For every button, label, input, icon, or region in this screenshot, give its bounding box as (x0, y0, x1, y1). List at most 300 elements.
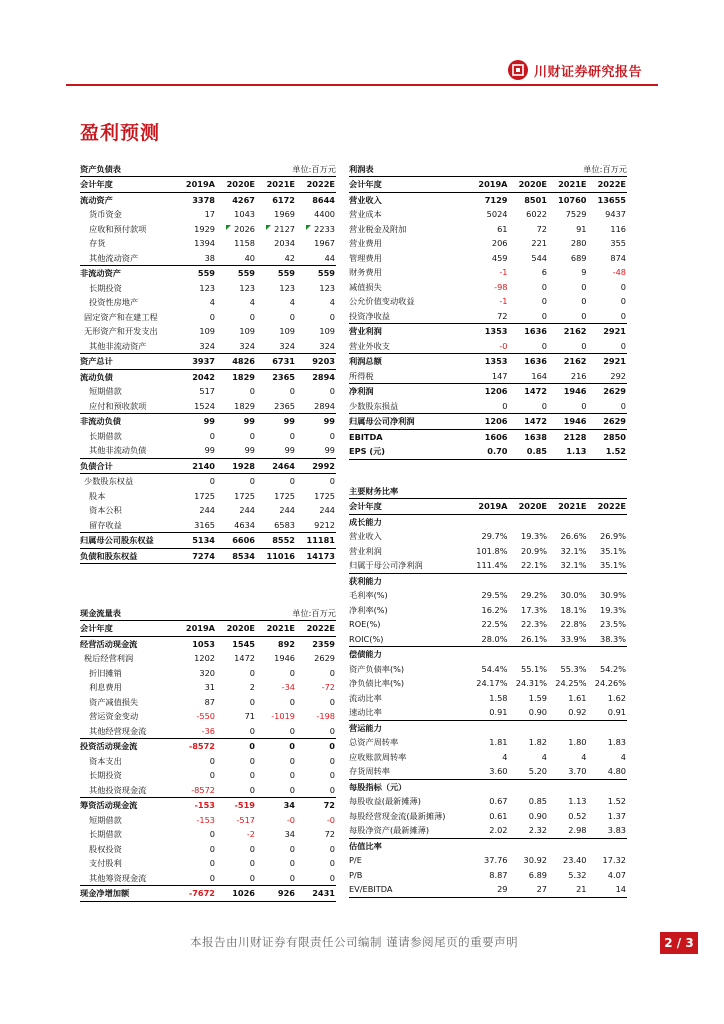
table-title: 资产负债表 (80, 164, 121, 174)
cell-value: 1472 (524, 386, 547, 396)
row-label: 利息费用 (89, 682, 122, 692)
cell-value: 1636 (524, 326, 547, 336)
cell-value: 27 (509, 882, 549, 897)
row-label: 营业利润 (349, 326, 382, 336)
cell-value: 24.31% (515, 678, 547, 688)
cell-value: 0 (509, 309, 549, 324)
column-header: 2022E (296, 621, 336, 636)
table-title: 现金流量表 (80, 608, 121, 618)
table-row (349, 529, 627, 544)
row-label: 每股收益(最新摊薄) (349, 796, 421, 806)
cell-value: 0 (548, 399, 588, 414)
table-row (80, 222, 336, 237)
cell-value (469, 514, 509, 529)
row-label: 现金净增加额 (80, 886, 176, 902)
table-row (349, 735, 627, 750)
cell-value: -2 (246, 829, 255, 839)
table-row (80, 813, 336, 828)
table-row (80, 281, 336, 296)
table-title-bar (349, 162, 627, 177)
row-label: 归属于母公司净利润 (349, 558, 469, 573)
cell-value (548, 514, 588, 529)
table-row (80, 871, 336, 886)
table-row (349, 573, 627, 588)
cell-value: 1206 (469, 414, 509, 430)
cell-value: -198 (316, 711, 335, 721)
cell-value: 2162 (563, 356, 587, 366)
row-label: 资产减值损失 (89, 696, 139, 707)
cell-value: 99 (203, 416, 215, 426)
column-header-row (80, 621, 336, 636)
cell-value: 0.90 (528, 810, 547, 821)
cell-value: 0 (588, 309, 628, 324)
cell-value: 1829 (232, 371, 255, 382)
cell-value: 324 (216, 339, 256, 354)
cell-value: 0 (249, 311, 255, 322)
cell-value: 216 (548, 369, 588, 384)
row-label: 其他筹资现金流 (80, 871, 176, 886)
table-row (80, 651, 336, 666)
cell-value: 2921 (603, 356, 626, 366)
cell-value: 2629 (588, 414, 628, 430)
column-header-row (80, 177, 336, 192)
cell-value: 99 (176, 443, 216, 458)
column-header: 2021E (548, 177, 588, 192)
cell-value: 1725 (234, 490, 255, 501)
table-title-bar (80, 606, 336, 621)
table-row (80, 842, 336, 857)
table-row (80, 429, 336, 444)
cell-value: 164 (509, 369, 549, 384)
table-row (349, 309, 627, 324)
cell-value: 0.90 (509, 705, 549, 720)
row-label: 营业费用 (349, 238, 382, 248)
table-row (80, 266, 336, 281)
cell-value: 0 (620, 296, 626, 306)
cell-value: 55.3% (560, 663, 587, 674)
cell-value (509, 647, 549, 662)
row-label: 营运能力 (349, 722, 382, 733)
table-row (80, 533, 336, 549)
cell-value: 4 (249, 297, 255, 307)
cell-value: -1 (499, 267, 508, 277)
cell-value: 1967 (314, 238, 335, 248)
cell-value: -0 (469, 339, 509, 354)
cell-value: 24.17% (476, 678, 508, 688)
table-row (80, 251, 336, 266)
cell-value: 0 (249, 667, 255, 678)
cell-value: 0 (329, 858, 335, 868)
cell-value: -98 (494, 281, 508, 292)
cell-value: 33.9% (548, 632, 588, 647)
cell-value: 0 (289, 430, 295, 441)
cell-value (509, 838, 549, 853)
report-header (508, 58, 642, 82)
cell-value: 0 (209, 430, 215, 441)
cell-value: 31 (204, 682, 215, 692)
table-row (349, 794, 627, 809)
cell-value: 1946 (563, 386, 587, 396)
row-label: 获利能力 (349, 575, 382, 586)
cell-value: 0 (329, 696, 335, 707)
cell-value: -8572 (188, 741, 215, 751)
cell-value: 0 (209, 770, 215, 780)
column-header: 2019A (176, 177, 216, 192)
cell-value: 7274 (176, 548, 216, 564)
cell-value: -153 (194, 800, 215, 810)
row-label: 营运资金变动 (89, 711, 139, 721)
cell-value: 0 (289, 858, 295, 868)
cell-value: 1353 (484, 326, 508, 336)
row-label: 归属母公司股东权益 (80, 533, 176, 549)
cell-value: 874 (610, 252, 626, 263)
cell-value: 11181 (296, 533, 336, 549)
cell-value (509, 720, 549, 735)
cell-value: 109 (319, 326, 335, 336)
year-label: 会计年度 (80, 621, 176, 636)
row-label: 其他流动资产 (80, 251, 176, 266)
cell-value: 244 (319, 505, 335, 515)
table-row (349, 603, 627, 618)
cell-value: 6022 (526, 209, 547, 219)
cell-value: 0 (329, 476, 335, 486)
year-label: 会计年度 (80, 177, 176, 192)
row-label: 每股指标（元） (349, 781, 407, 792)
cell-value: 5.20 (509, 764, 549, 779)
cell-value: -517 (236, 814, 255, 825)
table-row (80, 354, 336, 370)
cell-value: 0 (469, 399, 509, 414)
cell-value: 244 (279, 505, 295, 515)
cell-value: 0 (289, 741, 295, 751)
cell-value: 4 (329, 297, 335, 307)
cell-value: 2464 (256, 458, 296, 474)
cell-value: 0 (209, 755, 215, 766)
cell-value: 22.3% (520, 619, 547, 629)
cell-value: 0 (329, 386, 335, 396)
table-row (349, 414, 627, 430)
row-label: 流动资产 (80, 194, 113, 205)
row-label: EPS (元) (349, 444, 469, 459)
cell-value: 5024 (486, 209, 508, 219)
row-label: 负债合计 (80, 458, 176, 474)
cell-value: 4.80 (588, 764, 628, 779)
cell-value: 0 (581, 296, 587, 306)
cell-value: -36 (176, 724, 216, 739)
cell-value: 544 (531, 252, 547, 263)
cell-value: 2921 (603, 326, 626, 336)
cell-value: 9212 (296, 518, 336, 533)
cell-value (588, 514, 628, 529)
cell-value: 26.9% (599, 531, 626, 541)
cell-value: -7672 (176, 886, 216, 902)
cell-value: 2162 (563, 326, 587, 336)
cell-value: 40 (216, 251, 256, 266)
cell-value: 1.80 (568, 737, 587, 747)
row-label: 非流动负债 (80, 416, 121, 426)
cell-value: 0 (209, 843, 215, 854)
cell-value: 0 (509, 339, 549, 354)
cell-value: -1019 (271, 711, 295, 721)
row-label: 长期投资 (89, 770, 122, 780)
cell-value: 280 (570, 238, 587, 248)
row-label: EBITDA (349, 431, 383, 442)
cell-value: 22.5% (481, 619, 508, 629)
cell-value: 13655 (597, 194, 626, 205)
cell-value: 2 (249, 682, 255, 692)
cell-value: 324 (176, 339, 216, 354)
cell-value: 0 (329, 843, 335, 854)
cell-value: 0 (256, 871, 296, 886)
cell-value: 3937 (176, 354, 216, 370)
table-row (349, 779, 627, 794)
cell-value: 0 (329, 770, 335, 780)
cell-value: 689 (570, 252, 587, 263)
cell-value: 8534 (216, 548, 256, 564)
cell-value: 0.52 (568, 810, 587, 821)
row-label: 净利率(%) (349, 604, 388, 615)
cell-value: 72 (323, 800, 335, 810)
cell-value (548, 838, 588, 853)
cell-value: 2629 (603, 386, 626, 396)
cell-value: 0 (216, 724, 256, 739)
cell-value: 2431 (296, 886, 336, 902)
cell-value: 22.1% (509, 558, 549, 573)
row-label: 支付股利 (89, 858, 122, 868)
row-label: 每股净资产(最新摊薄) (349, 823, 469, 838)
row-label: 营业成本 (349, 209, 382, 219)
cell-value (469, 647, 509, 662)
table-row (349, 676, 627, 691)
cell-value: 8501 (524, 194, 547, 205)
table-row (349, 647, 627, 662)
comment-flag-icon: 2026 (234, 223, 255, 234)
cell-value: 0 (548, 339, 588, 354)
cell-value: 71 (244, 711, 255, 721)
cell-value: 32.1% (560, 545, 587, 556)
cell-value: 892 (277, 638, 295, 649)
table-row (349, 617, 627, 632)
column-header: 2020E (216, 177, 256, 192)
table-row (80, 548, 336, 564)
row-label: 税后经营利润 (84, 653, 134, 663)
cell-value: 3.83 (588, 823, 628, 838)
cell-value: 1.62 (607, 692, 626, 703)
row-label: 其他经营现金流 (80, 724, 176, 739)
row-label: 公允价值变动收益 (349, 296, 415, 306)
cell-value: 17.3% (520, 604, 547, 615)
cell-value: 0 (620, 281, 626, 292)
row-label: 流动比率 (349, 692, 382, 703)
table-row (349, 720, 627, 735)
table-title-bar (349, 484, 627, 499)
cell-value: 9 (581, 267, 587, 277)
cell-value: 7529 (565, 209, 587, 219)
cell-value (509, 514, 549, 529)
cell-value: 4 (581, 751, 587, 762)
cell-value: 55.1% (520, 663, 547, 674)
cell-value: 0 (289, 476, 295, 486)
cell-value: 34 (283, 800, 295, 810)
cell-value: 0 (249, 430, 255, 441)
cell-value: 5.32 (568, 869, 587, 880)
cell-value: 0.70 (469, 444, 509, 459)
cell-value (509, 779, 549, 794)
cell-value: 16.2% (481, 604, 508, 615)
cell-value: 0 (588, 399, 628, 414)
cell-value: 0 (296, 724, 336, 739)
cell-value: 926 (256, 886, 296, 902)
cell-value: -0 (286, 814, 295, 825)
cell-value: 0 (249, 843, 255, 854)
table-row (80, 443, 336, 458)
cell-value: 29 (469, 882, 509, 897)
row-label: 负债和股东权益 (80, 548, 176, 564)
table-row (80, 666, 336, 681)
cell-value: 8644 (312, 194, 335, 205)
table-row (349, 265, 627, 280)
table-row (349, 809, 627, 824)
table-row (349, 823, 627, 838)
row-label: 短期借款 (89, 386, 122, 396)
row-label: 货币资金 (89, 209, 122, 219)
cell-value: 1394 (194, 238, 215, 248)
cell-value: 3378 (192, 194, 215, 205)
row-label: 营业税金及附加 (349, 223, 407, 234)
cell-value: 8552 (256, 533, 296, 549)
table-row (80, 458, 336, 474)
cell-value: 0 (256, 724, 296, 739)
row-label: 筹资活动现金流 (80, 800, 138, 810)
table-row (349, 558, 627, 573)
row-label: 营业利润 (349, 545, 382, 556)
table-row (80, 518, 336, 533)
cell-value: 2.32 (509, 823, 549, 838)
row-label: 所得税 (349, 369, 469, 384)
cell-value: 3.60 (469, 764, 509, 779)
column-header: 2022E (588, 499, 628, 514)
cell-value: 517 (199, 386, 215, 396)
cell-value: -48 (612, 267, 626, 277)
cell-value: 559 (317, 268, 335, 278)
cell-value: 32.1% (548, 558, 588, 573)
cell-value (588, 573, 628, 588)
row-label: 其他投资现金流 (80, 783, 176, 798)
row-label: 其他非流动资产 (80, 339, 176, 354)
cell-value: 2894 (312, 371, 335, 382)
column-header-row (349, 177, 627, 192)
row-label: 少数股东权益 (84, 476, 134, 486)
cell-value: 1636 (524, 356, 547, 366)
table-row (349, 764, 627, 779)
cell-value: 26.1% (509, 632, 549, 647)
cell-value: 355 (610, 238, 626, 248)
cell-value: 0 (249, 770, 255, 780)
cell-value (469, 720, 509, 735)
cell-value: 4400 (314, 209, 335, 219)
row-label: 归属母公司净利润 (349, 414, 469, 430)
table-title: 利润表 (349, 164, 374, 174)
row-label: 少数股东损益 (349, 399, 469, 414)
cell-value: 0 (216, 871, 256, 886)
cell-value: 99 (243, 416, 255, 426)
cell-value: 87 (204, 696, 215, 707)
cell-value: 2894 (296, 399, 336, 414)
cell-value: 1158 (234, 238, 255, 248)
cell-value: 1053 (192, 638, 215, 649)
header-rule (66, 84, 658, 86)
cell-value: 0.91 (588, 705, 628, 720)
cell-value: 0 (541, 296, 547, 306)
financial-ratios-table (349, 484, 627, 898)
cell-value: 1472 (509, 414, 549, 430)
cell-value: 0 (329, 430, 335, 441)
table-row (80, 192, 336, 207)
table-row (349, 691, 627, 706)
cell-value: 2365 (272, 371, 295, 382)
cell-value: 99 (323, 416, 335, 426)
row-label: 资本公积 (89, 505, 122, 515)
cell-value: 1472 (234, 653, 255, 663)
page-number: 2 / 3 (660, 932, 698, 954)
cell-value: -0 (326, 814, 335, 825)
table-row (349, 662, 627, 677)
cell-value (256, 222, 296, 237)
cell-value (296, 222, 336, 237)
cell-value: 54.4% (481, 663, 508, 674)
table-row (80, 680, 336, 695)
cell-value: 111.4% (469, 558, 509, 573)
cell-value: 4826 (216, 354, 256, 370)
cell-value: 8.87 (489, 869, 508, 880)
cell-value: -1 (499, 296, 508, 306)
table-row (80, 827, 336, 842)
cell-value: 9203 (296, 354, 336, 370)
cell-value: 0 (329, 741, 335, 751)
comment-flag-icon: 2127 (274, 223, 295, 234)
balance-sheet-table (80, 162, 336, 564)
cell-value (548, 647, 588, 662)
cell-value: 72 (536, 223, 547, 234)
row-label: 减值损失 (349, 281, 382, 292)
table-row (349, 354, 627, 369)
column-header: 2020E (509, 177, 549, 192)
table-row (349, 632, 627, 647)
cell-value: 24.26% (594, 678, 626, 688)
cell-value: 18.1% (560, 604, 587, 615)
row-label: 毛利率(%) (349, 590, 388, 600)
table-row (349, 399, 627, 414)
cell-value (548, 779, 588, 794)
cell-value: 4.07 (607, 869, 626, 880)
cell-value: 1.13 (548, 444, 588, 459)
cell-value: 91 (576, 223, 587, 234)
cash-flow-table (80, 606, 336, 902)
income-statement-table (349, 162, 627, 460)
row-label: 长期借款 (89, 829, 122, 839)
cell-value (548, 573, 588, 588)
cell-value: 1.59 (528, 692, 547, 703)
column-header: 2020E (509, 499, 549, 514)
table-title-bar (80, 162, 336, 177)
row-label: 利润总额 (349, 356, 382, 366)
cell-value (588, 838, 628, 853)
table-row (80, 739, 336, 754)
cell-value: 28.0% (469, 632, 509, 647)
cell-value: 0 (249, 476, 255, 486)
cell-value: 1026 (216, 886, 256, 902)
cell-value: 19.3% (520, 531, 547, 541)
